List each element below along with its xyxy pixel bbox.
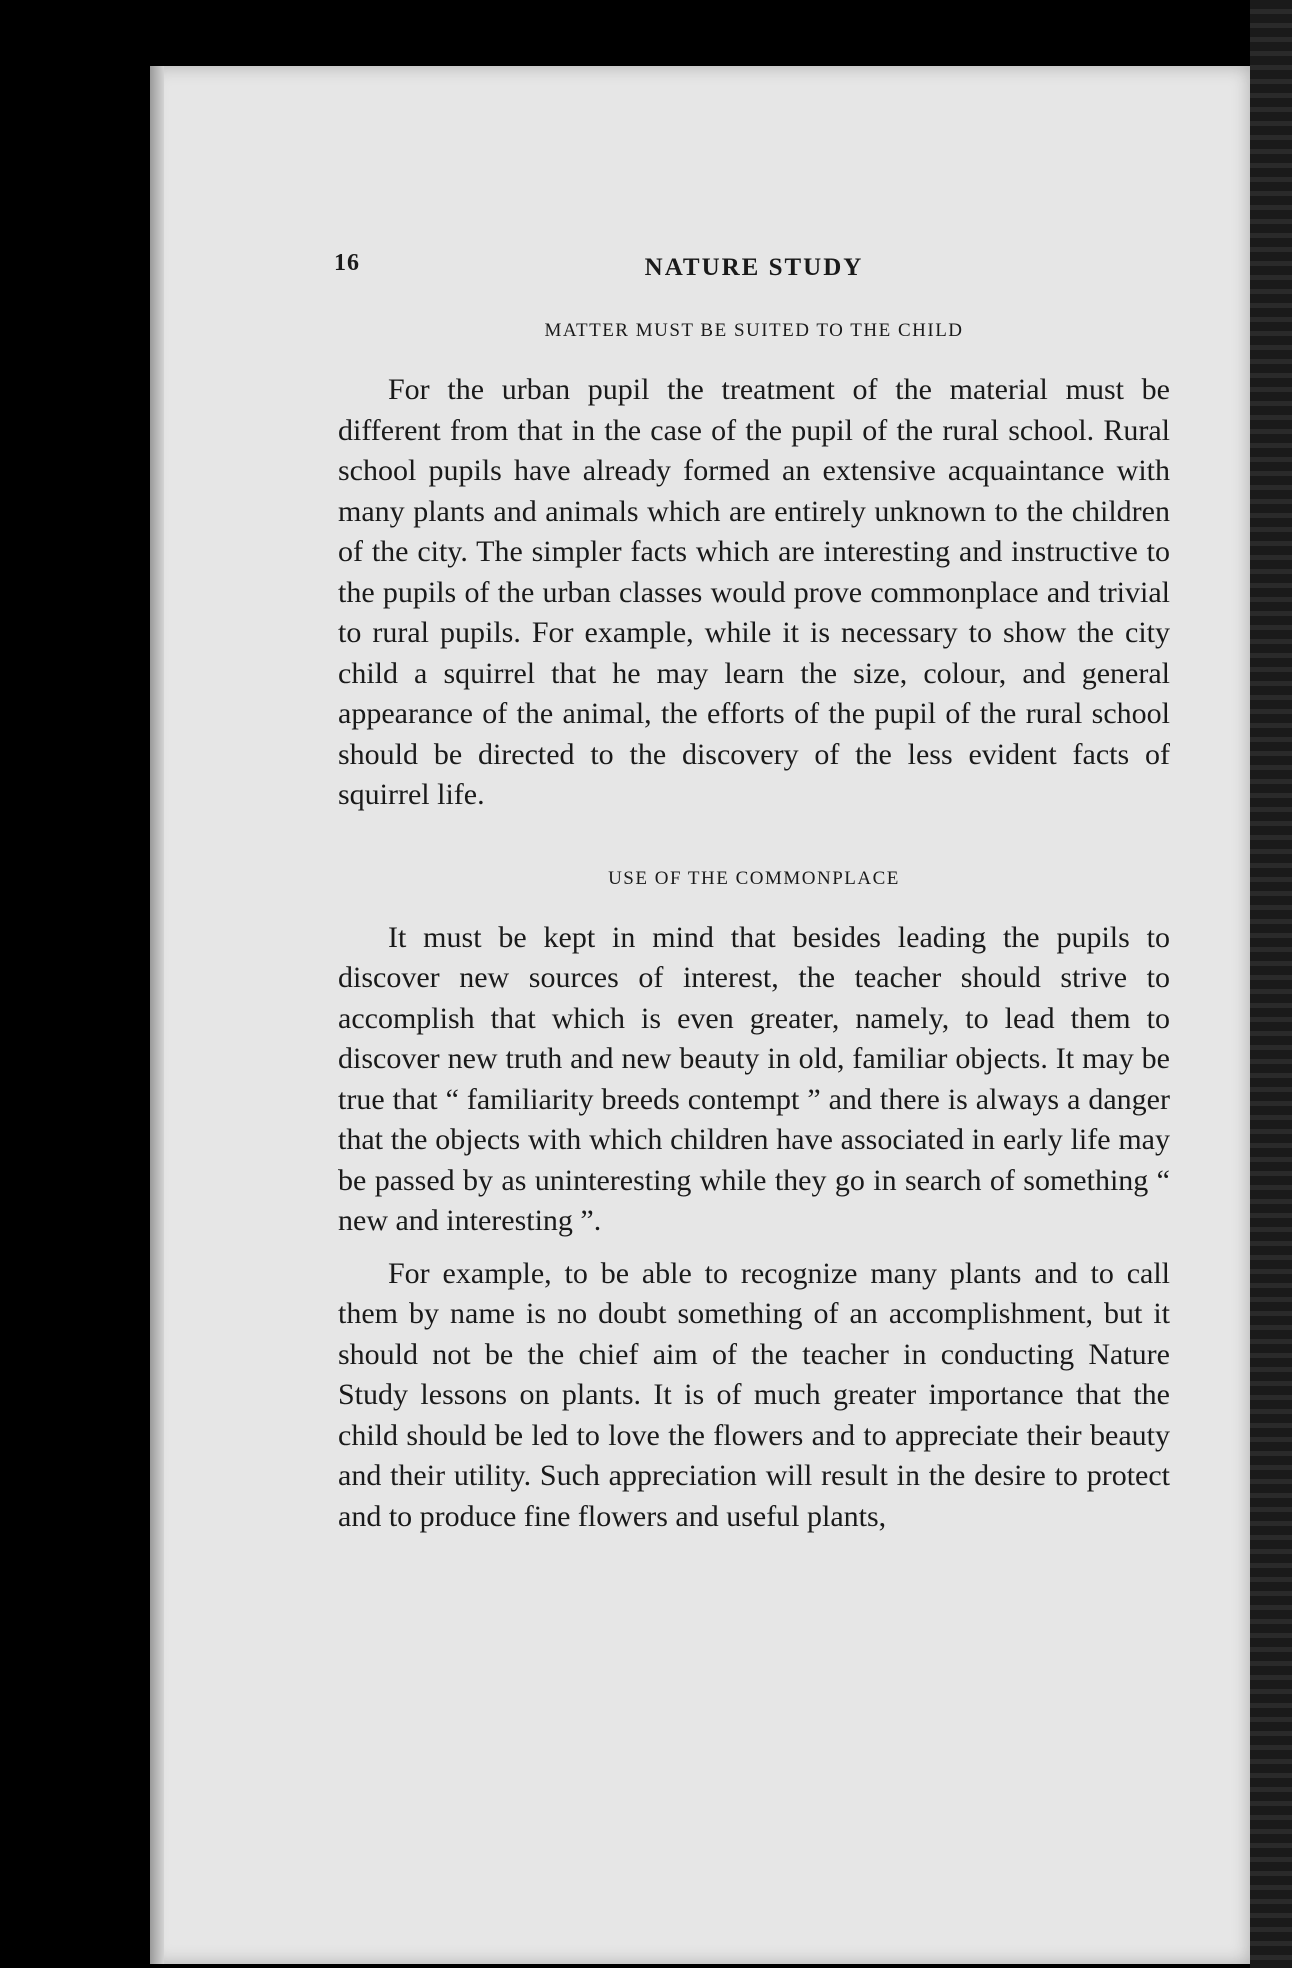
- running-head: [334, 250, 1170, 290]
- running-title: NATURE STUDY: [644, 254, 864, 281]
- page-gutter-shadow: [150, 66, 164, 1964]
- section-matter-suited: [338, 320, 1170, 816]
- section-commonplace: [338, 868, 1170, 1538]
- section-heading: USE OF THE COMMONPLACE: [608, 867, 900, 889]
- paragraph: For the urban pupil the treatment of the material must be different from that in the case of the pupil of the rural school. Rural school pupils have already formed an extensive acquaintance with many plants and animals which are entirely unknown to the children of the city. The simpler facts which are interesting and instructive to the pupils of the urban classes would prove commonplace and trivial to rural pupils. For example, while it is necessary to show the city child a squirrel that he may learn the size, colour, and general appearance of the animal, the efforts of the pupil of the rural school should be directed to the discovery of the less evident facts of squirrel life.: [338, 373, 1170, 811]
- paragraph: For example, to be able to recognize many plants and to call them by name is no doubt something of an accomplishment, but it should not be the chief aim of the teacher in conducting Nature Study lessons on plants. It is of much greater importance that the child should be led to love the flowers and to appreciate their beauty and their utility. Such appreciation will result in the desire to protect and to produce fine flowers and useful plants,: [338, 1256, 1170, 1533]
- page-number: 16: [334, 250, 360, 276]
- paragraph: It must be kept in mind that besides leading the pupils to discover new sources of interest, the teacher should strive to accomplish that which is even greater, namely, to lead them to discover new truth and new beauty in old, familiar objects. It may be true that “ familiarity breeds contempt ” and there is always a danger that the objects with which children have associated in early life may be passed by as uninteresting while they go in search of something “ new and interesting ”.: [338, 920, 1170, 1237]
- section-heading: MATTER MUST BE SUITED TO THE CHILD: [544, 320, 964, 341]
- page-edge-stack: [1250, 0, 1292, 1968]
- page-content: [334, 250, 1170, 1537]
